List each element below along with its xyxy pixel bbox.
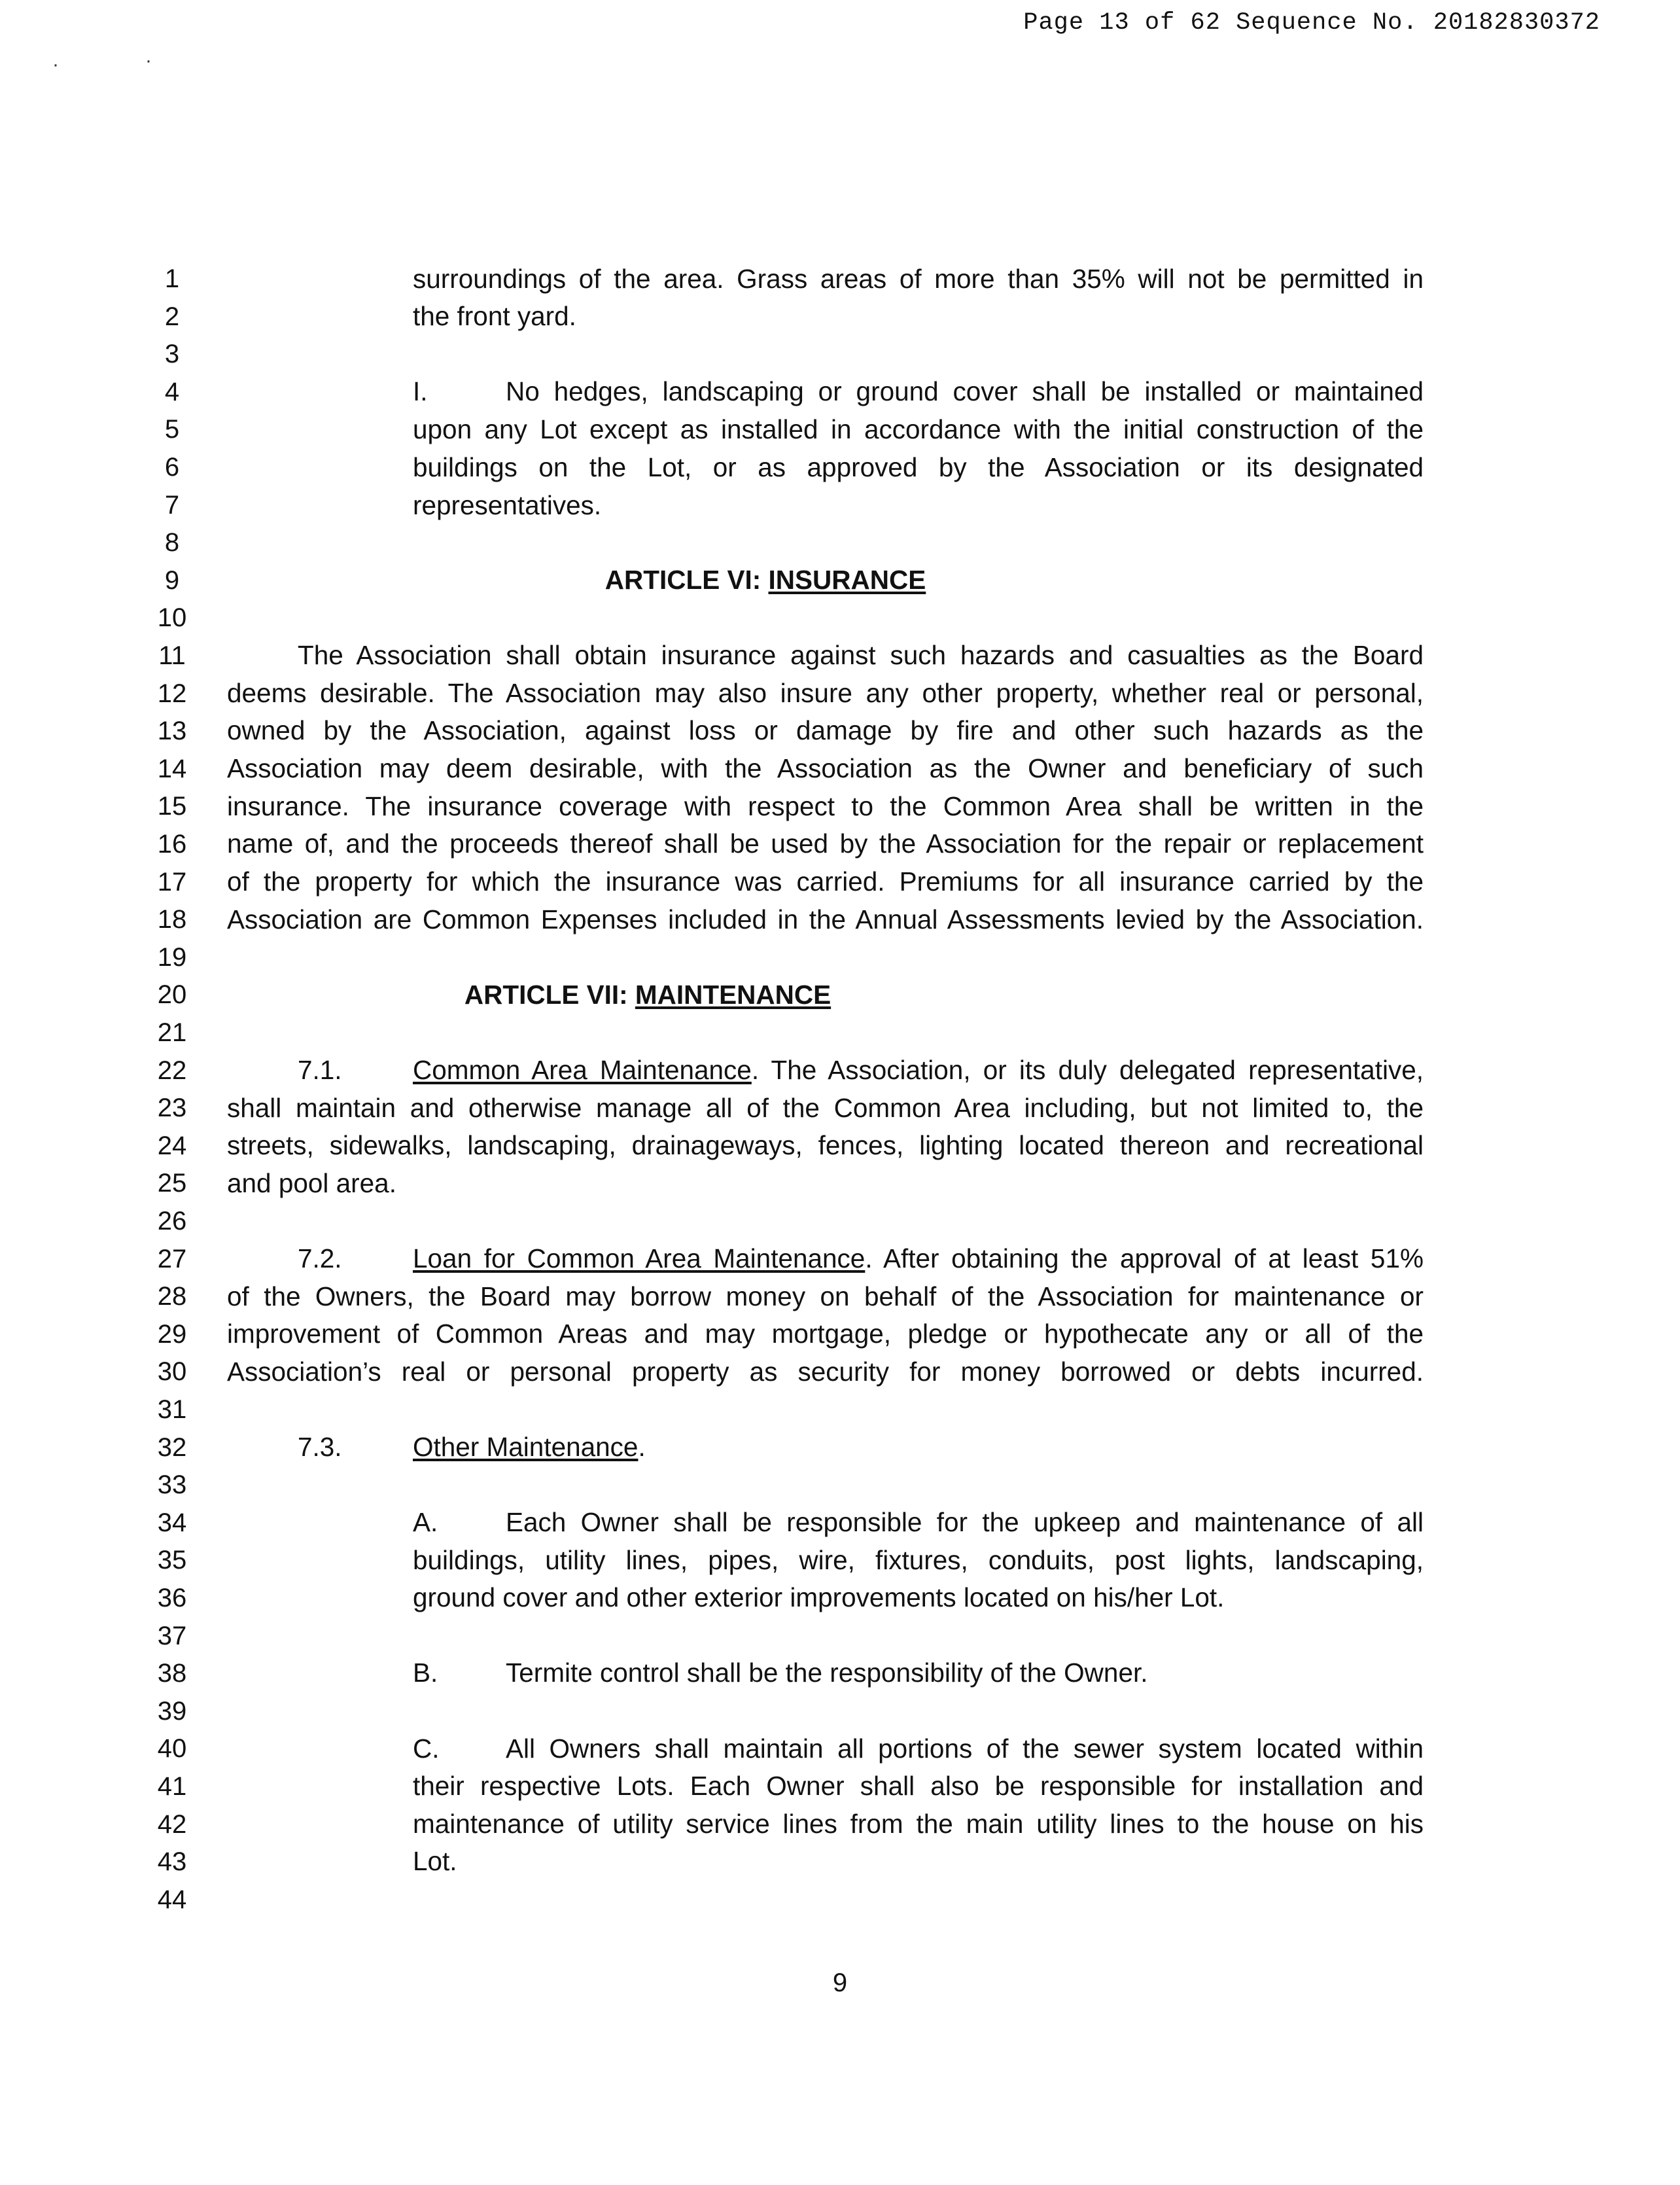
article-vi-line-6: name of, and the proceeds thereof shall be used by the Association for the repair or replacement [227, 828, 1424, 859]
item-a-label: A. [413, 1507, 438, 1537]
line-number: 35 [157, 1546, 187, 1575]
line-number: 2 [164, 302, 180, 331]
article-vi-line-8: Association are Common Expenses included in the Annual Assessments levied by the Association. [227, 904, 1424, 934]
item-c-text-1: All Owners shall maintain all portions of the sewer system located within [506, 1733, 1424, 1764]
item-a-line-3: ground cover and other exterior improvements located on his/her Lot. [413, 1582, 1225, 1612]
line-number: 14 [157, 754, 187, 783]
line-number: 28 [157, 1282, 187, 1311]
item-i-label: I. [413, 376, 428, 406]
line-number: 39 [157, 1696, 187, 1726]
line-number: 13 [157, 717, 187, 746]
line-number: 21 [157, 1018, 187, 1047]
section-7-2-line-2: of the Owners, the Board may borrow money on behalf of the Association for maintenance or [227, 1281, 1424, 1311]
line-number: 7 [164, 490, 180, 520]
item-b-text-1: Termite control shall be the responsibility of the Owner. [506, 1658, 1148, 1688]
line-number: 30 [157, 1357, 187, 1387]
line-number: 23 [157, 1093, 187, 1123]
section-7-2-text-1: . After obtaining the approval of at least 51% [865, 1243, 1424, 1273]
section-7-1-line-2: shall maintain and otherwise manage all of the Common Area including, but not limited to, the [227, 1093, 1424, 1123]
section-7-1-title: Common Area Maintenance [413, 1055, 752, 1085]
article-vii-prefix: ARTICLE VII: [464, 980, 635, 1010]
section-7-1-line-3: streets, sidewalks, landscaping, drainageways, fences, lighting located thereon and recreational [227, 1130, 1424, 1160]
section-7-1-text-1: . The Association, or its duly delegated representative, [751, 1055, 1424, 1085]
item-c-label: C. [413, 1733, 440, 1764]
item-i-line-1 [413, 378, 1424, 405]
section-7-2-line-3: improvement of Common Areas and may mortgage, pledge or hypothecate any or all of the [227, 1319, 1424, 1349]
line-number: 5 [164, 415, 180, 444]
section-7-1-line-4: and pool area. [227, 1168, 396, 1198]
line-number: 27 [157, 1244, 187, 1273]
section-7-3-line-1 [298, 1434, 646, 1461]
line-number: 42 [157, 1809, 187, 1839]
item-c-line-1 [413, 1735, 1424, 1762]
item-c-line-3: maintenance of utility service lines from the main utility lines to the house on his [413, 1809, 1424, 1839]
article-vi-line-3: owned by the Association, against loss or damage by fire and other such hazards as the [227, 715, 1424, 745]
item-i-line-2: upon any Lot except as installed in accordance with the initial construction of the [413, 414, 1424, 444]
line-number: 18 [157, 905, 187, 934]
line-number: 4 [164, 377, 180, 406]
line-number: 38 [157, 1659, 187, 1688]
line-number: 6 [164, 453, 180, 482]
article-vii-title: MAINTENANCE [635, 980, 831, 1010]
line-number: 16 [157, 830, 187, 859]
item-c-line-4: Lot. [413, 1846, 457, 1876]
line-number: 9 [164, 565, 180, 595]
line-number: 29 [157, 1319, 187, 1349]
line-number: 12 [157, 679, 187, 708]
section-7-2-title: Loan for Common Area Maintenance [413, 1243, 866, 1273]
page-number: 9 [832, 1968, 848, 1997]
line-number: 44 [157, 1885, 187, 1914]
item-b-label: B. [413, 1658, 438, 1688]
line-number: 32 [157, 1432, 187, 1462]
line-number: 1 [164, 264, 180, 293]
section-7-2-line-4: Association’s real or personal property as security for money borrowed or debts incurred. [227, 1357, 1424, 1387]
article-vi-line-7: of the property for which the insurance was carried. Premiums for all insurance carried by the [227, 866, 1424, 897]
line-number: 41 [157, 1772, 187, 1801]
article-vi-prefix: ARTICLE VI: [604, 565, 769, 595]
item-i-text-1: No hedges, landscaping or ground cover shall be installed or maintained [506, 376, 1424, 406]
line-number: 10 [157, 603, 187, 633]
article-vi-line-2: deems desirable. The Association may also insure any other property, whether real or personal, [227, 678, 1424, 708]
section-7-3-number: 7.3. [298, 1432, 342, 1462]
line-number: 24 [157, 1131, 187, 1160]
section-7-2-number: 7.2. [298, 1243, 342, 1273]
line-number: 26 [157, 1207, 187, 1235]
line-number: 17 [157, 867, 187, 897]
line-number: 31 [157, 1395, 187, 1424]
section-7-1-number: 7.1. [298, 1055, 342, 1085]
article-vi-line-1: The Association shall obtain insurance against such hazards and casualties as the Board [298, 640, 1424, 670]
item-i-line-4: representatives. [413, 490, 602, 520]
article-vi-line-5: insurance. The insurance coverage with respect to the Common Area shall be written in the [227, 791, 1424, 821]
section-7-3-title: Other Maintenance [413, 1432, 639, 1462]
line-number: 43 [157, 1847, 187, 1877]
line-number: 25 [157, 1169, 187, 1198]
line-number: 22 [157, 1056, 187, 1085]
line-number: 37 [157, 1621, 187, 1650]
line-number: 36 [157, 1584, 187, 1612]
line-number: 40 [157, 1734, 187, 1764]
item-a-line-2: buildings, utility lines, pipes, wire, fixtures, conduits, post lights, landscaping, [413, 1545, 1424, 1575]
item-i-line-3: buildings on the Lot, or as approved by the Association or its designated [413, 452, 1424, 482]
line-number: 33 [157, 1470, 187, 1500]
item-a-line-1 [413, 1509, 1424, 1536]
line-number: 8 [164, 528, 180, 558]
line-number: 15 [157, 792, 187, 821]
section-7-2-line-1 [298, 1245, 1424, 1272]
item-b-line-1 [413, 1660, 1147, 1686]
continuation-line-2: the front yard. [413, 301, 576, 331]
section-7-1-line-1 [298, 1057, 1424, 1084]
item-a-text-1: Each Owner shall be responsible for the upkeep and maintenance of all [506, 1507, 1424, 1537]
section-7-3-title-end: . [638, 1432, 646, 1462]
line-number: 11 [158, 641, 186, 670]
line-number: 19 [157, 942, 187, 972]
article-vi-line-4: Association may deem desirable, with the Association as the Owner and beneficiary of such [227, 753, 1424, 783]
line-number: 20 [157, 980, 187, 1010]
line-number: 34 [157, 1508, 187, 1537]
item-c-line-2: their respective Lots. Each Owner shall also be responsible for installation and [413, 1771, 1424, 1801]
article-vi-title: INSURANCE [768, 565, 926, 595]
line-number: 3 [164, 340, 180, 369]
continuation-line-1: surroundings of the area. Grass areas of more than 35% will not be permitted in [413, 264, 1424, 294]
page-header: Page 13 of 62 Sequence No. 20182830372 [1023, 9, 1600, 37]
